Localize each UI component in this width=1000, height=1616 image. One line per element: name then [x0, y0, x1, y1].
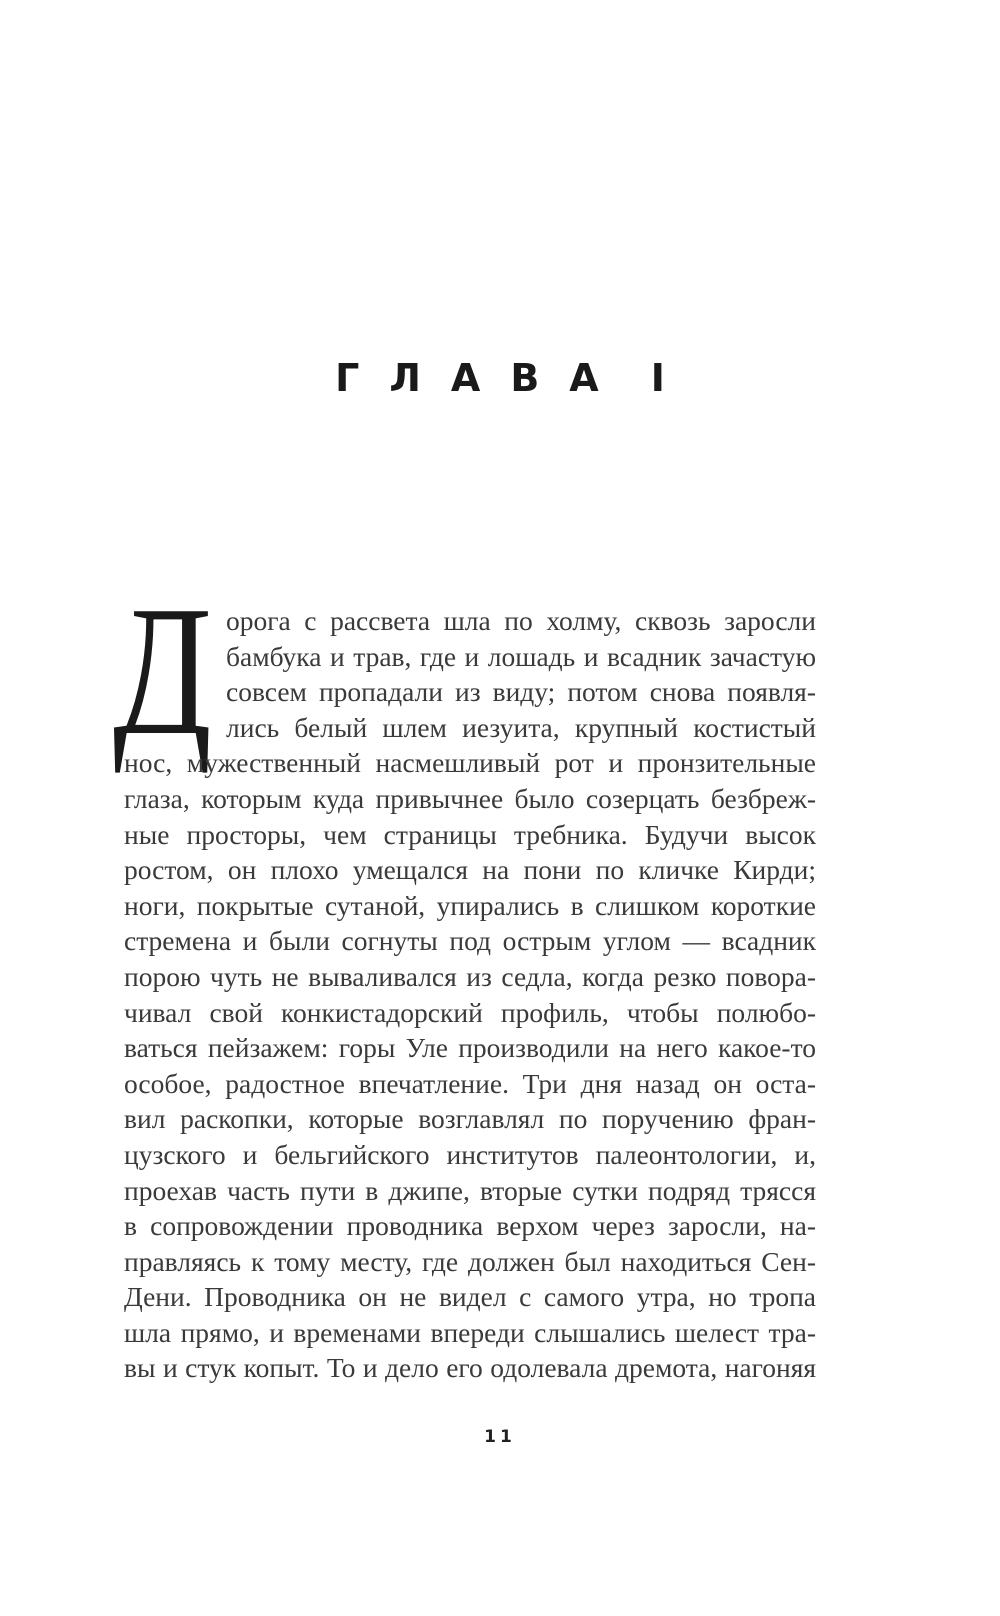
- chapter-label: ГЛАВА: [335, 356, 629, 400]
- text-line: чивал свой конкистадорский профиль, чтобы полюбо-: [124, 996, 816, 1028]
- text-line: цузского и бельгийского институтов палеонтологии, и,: [124, 1138, 816, 1170]
- text-line: орога с рассвета шла по холму, сквозь заросли: [226, 605, 816, 636]
- chapter-number: I: [650, 356, 665, 400]
- text-line: совсем пропадали из виду; потом снова появля-: [226, 676, 816, 708]
- text-line: бамбука и трав, где и лошадь и всадник зачастую: [226, 640, 816, 672]
- text-line: Дени. Проводника он не видел с самого утра, но тропа: [124, 1281, 816, 1313]
- text-line: правляясь к тому месту, где должен был находиться Сен-: [124, 1245, 816, 1277]
- text-line: ростом, он плохо умещался на пони по кличке Кирди;: [124, 854, 816, 886]
- chapter-heading: [0, 356, 1000, 400]
- text-line: шла прямо, и временами впереди слышались шелест тра-: [124, 1316, 816, 1348]
- text-line: лись белый шлем иезуита, крупный костистый: [226, 711, 816, 743]
- text-line: ные просторы, чем страницы требника. Будучи высок: [124, 818, 816, 850]
- text-line: нос, мужественный насмешливый рот и пронзительные: [124, 747, 816, 779]
- text-line: порою чуть не вываливался из седла, когда резко повора-: [124, 960, 816, 992]
- text-line: проехав часть пути в джипе, вторые сутки подряд трясся: [124, 1174, 816, 1206]
- text-line: ваться пейзажем: горы Уле производили на него какое-то: [124, 1032, 816, 1064]
- text-line: особое, радостное впечатление. Три дня назад он оста-: [124, 1067, 816, 1099]
- page-number: 11: [484, 1427, 516, 1447]
- text-line: ноги, покрытые сутаной, упирались в слишком короткие: [124, 889, 816, 921]
- body-text: [124, 603, 816, 1386]
- text-line: глаза, которым куда привычнее было созерцать безбреж-: [124, 782, 816, 814]
- text-line: вы и стук копыт. То и дело его одолевала дремота, нагоняя: [124, 1352, 816, 1384]
- text-line: стремена и были согнуты под острым углом — всадник: [124, 925, 816, 957]
- drop-cap: Д: [113, 568, 212, 774]
- text-line: в сопровождении проводника верхом через заросли, на-: [124, 1210, 816, 1242]
- text-line: вил раскопки, которые возглавлял по поручению фран-: [124, 1103, 816, 1135]
